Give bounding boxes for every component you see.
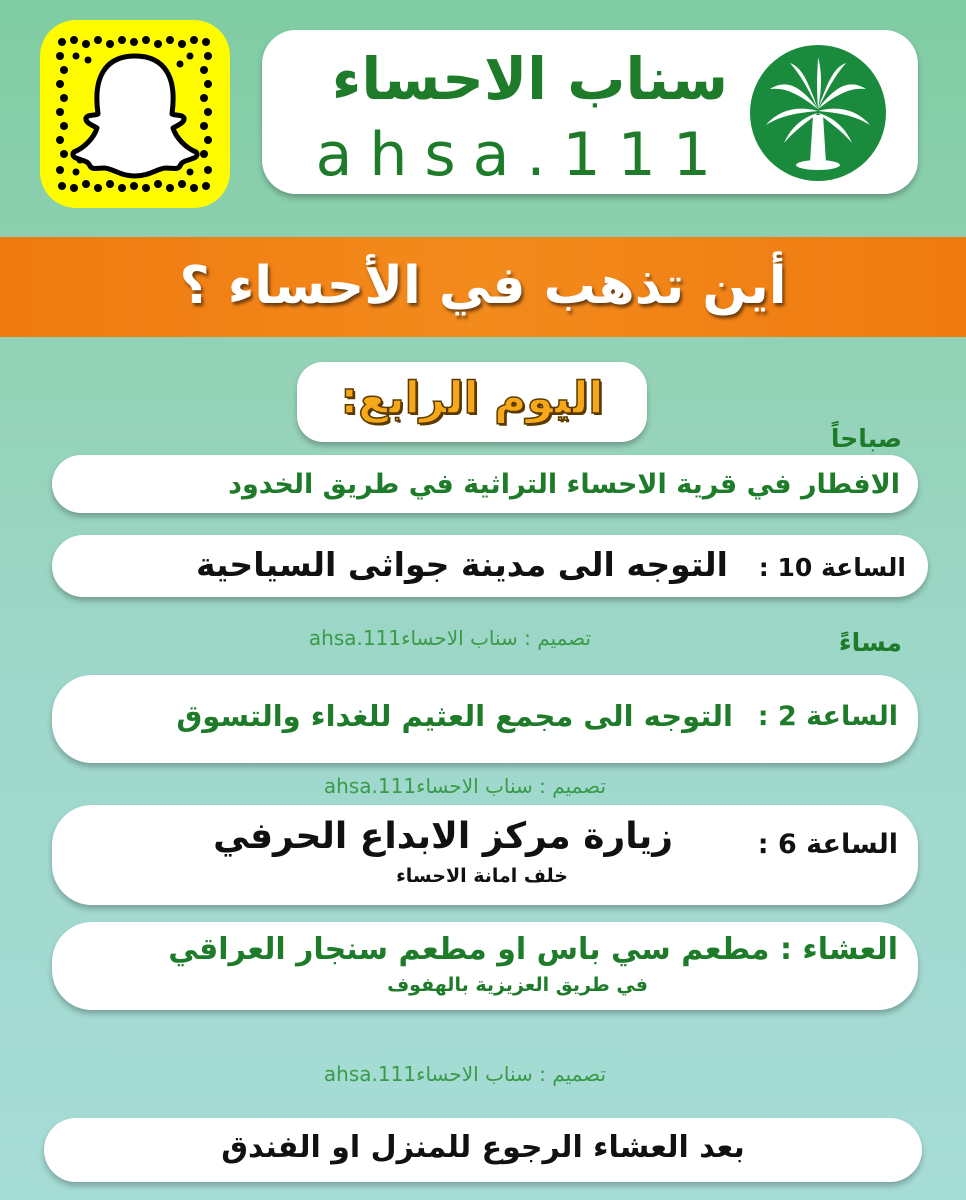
- dinner-title: العشاء : مطعم سي باس او مطعم سنجار العراقي: [168, 932, 898, 967]
- dinner-item: [52, 922, 918, 1010]
- dinner-subtext: في طريق العزيزية بالهفوف: [387, 974, 648, 996]
- morning-item-2-text: التوجه الى مدينة جواثى السياحية: [195, 545, 728, 584]
- evening-item-2-time: الساعة 6 :: [757, 829, 898, 860]
- evening-item-1-text: التوجه الى مجمع العثيم للغداء والتسوق: [176, 699, 733, 733]
- brand-title-arabic: سناب الاحساء: [331, 45, 728, 113]
- final-text: بعد العشاء الرجوع للمنزل او الفندق: [221, 1130, 745, 1165]
- evening-label: مساءً: [838, 628, 902, 657]
- design-credit-2: تصميم : سناب الاحساءahsa.111: [323, 774, 607, 798]
- snapcode-icon: [40, 20, 230, 208]
- evening-item-2: [52, 805, 918, 905]
- final-item: [44, 1118, 922, 1182]
- evening-item-2-subtext: خلف امانة الاحساء: [396, 865, 568, 887]
- day-label: اليوم الرابع:: [340, 373, 604, 424]
- morning-item-1: [52, 455, 918, 513]
- design-credit-3: تصميم : سناب الاحساءahsa.111: [323, 1062, 607, 1086]
- morning-item-2-time: الساعة 10 :: [758, 553, 906, 582]
- header-card: [262, 30, 918, 194]
- brand-handle: ahsa.111: [315, 120, 728, 190]
- evening-item-2-text: زيارة مركز الابداع الحرفي: [213, 816, 673, 857]
- evening-item-1: [52, 675, 918, 763]
- morning-item-1-text: الافطار في قرية الاحساء التراثية في طريق الخدود: [228, 469, 900, 500]
- evening-item-1-time: الساعة 2 :: [757, 701, 898, 732]
- banner-title: أين تذهب في الأحساء ؟: [179, 256, 787, 316]
- palm-tree-logo-icon: [750, 45, 886, 181]
- design-credit-1: تصميم : سناب الاحساءahsa.111: [308, 626, 592, 650]
- morning-item-2: [52, 535, 928, 597]
- morning-label: صباحاً: [830, 424, 902, 453]
